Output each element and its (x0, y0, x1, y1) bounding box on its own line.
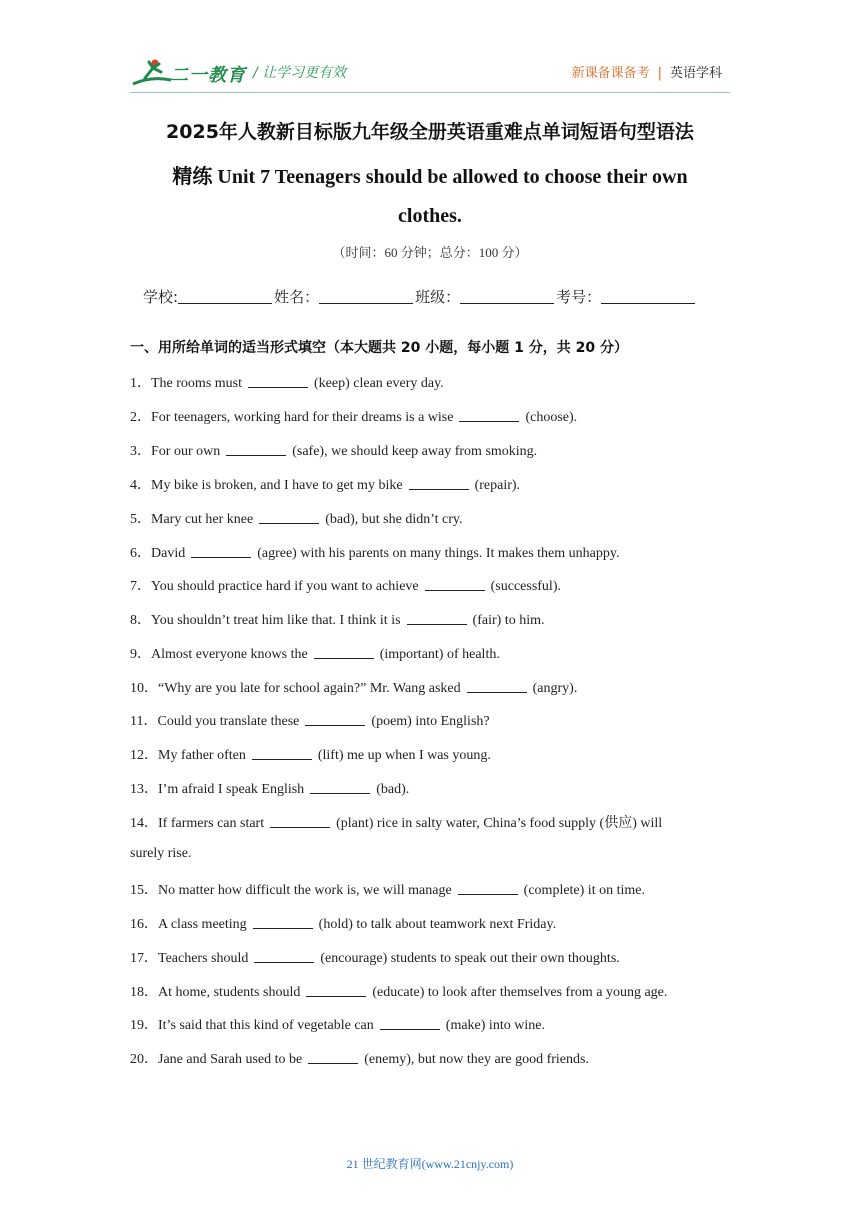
question-item (130, 575, 730, 595)
question-item (130, 406, 730, 426)
question-text: 6．David (130, 546, 186, 561)
answer-blank[interactable] (407, 611, 467, 625)
answer-blank[interactable] (226, 442, 286, 456)
answer-blank[interactable] (425, 577, 485, 591)
question-hint: (keep) clean every day. (314, 376, 444, 391)
page-footer: 21 世纪教育网(www.21cnjy.com) (346, 1157, 514, 1171)
question-item (130, 372, 730, 392)
school-label: 学校: (143, 288, 179, 306)
question-text: 4．My bike is broken, and I have to get my bike (130, 478, 403, 493)
question-hint: (hold) to talk about teamwork next Friday. (318, 917, 557, 932)
answer-blank[interactable] (254, 949, 314, 963)
answer-blank[interactable] (380, 1016, 440, 1030)
question-item (130, 812, 730, 832)
question-item (130, 947, 730, 967)
question-item (130, 1048, 730, 1068)
doc-title-line2: 精练 Unit 7 Teenagers should be allowed to choose their own (172, 166, 688, 188)
question-hint: (choose). (525, 410, 578, 425)
question-hint: (bad). (376, 782, 410, 797)
question-hint: (fair) to him. (472, 613, 545, 628)
answer-blank[interactable] (248, 374, 308, 388)
question-hint: (plant) rice in salty water, China’s food supply (供应) will (336, 816, 663, 831)
answer-blank[interactable] (253, 915, 313, 929)
answer-blank[interactable] (308, 1050, 358, 1064)
question-hint: (angry). (532, 681, 578, 696)
number-label: 考号： (556, 288, 602, 306)
question-hint: (important) of health. (379, 647, 500, 662)
section-heading: 一、用所给单词的适当形式填空（本大题共 20 小题，每小题 1 分，共 20 分） (130, 340, 628, 356)
question-item (130, 778, 730, 798)
header-tag-subject: 英语学科 (669, 66, 722, 81)
doc-title-line3: clothes. (398, 205, 462, 227)
question-text: 1．The rooms must (130, 376, 242, 391)
question-item (130, 542, 730, 562)
name-blank[interactable] (319, 287, 413, 304)
answer-blank[interactable] (459, 408, 519, 422)
doc-title-line1: 2025年人教新目标版九年级全册英语重难点单词短语句型语法 (166, 121, 694, 143)
question-hint: (encourage) students to speak out their own thoughts. (320, 951, 620, 966)
question-text: 20．Jane and Sarah used to be (130, 1052, 303, 1067)
answer-blank[interactable] (270, 814, 330, 828)
question-text: 19．It’s said that this kind of vegetable can (130, 1018, 374, 1033)
question-hint: (bad), but she didn’t cry. (325, 512, 463, 527)
header-right (572, 62, 722, 81)
question-hint: (agree) with his parents on many things. It makes them unhappy. (257, 546, 620, 561)
name-label: 姓名： (274, 288, 320, 306)
question-item (130, 440, 730, 460)
question-item (130, 744, 730, 764)
answer-blank[interactable] (259, 510, 319, 524)
question-text: 9．Almost everyone knows the (130, 647, 308, 662)
question-hint: (poem) into English? (371, 714, 490, 729)
question-text: 15．No matter how difficult the work is, we will manage (130, 883, 452, 898)
answer-blank[interactable] (458, 881, 518, 895)
question-text: 5．Mary cut her knee (130, 512, 254, 527)
question-text: 7．You should practice hard if you want to achieve (130, 579, 419, 594)
answer-blank[interactable] (306, 983, 366, 997)
doc-subtitle: （时间：60 分钟；总分：100 分） (332, 245, 528, 260)
class-label: 班级： (415, 288, 461, 306)
question-text: 16．A class meeting (130, 917, 247, 932)
header-divider (130, 92, 730, 93)
question-item (130, 474, 730, 494)
question-item (130, 508, 730, 528)
question-text: 11．Could you translate these (130, 714, 300, 729)
question-hint: (educate) to look after themselves from a young age. (372, 985, 668, 1000)
question-hint: (repair). (474, 478, 521, 493)
answer-blank[interactable] (310, 780, 370, 794)
question-text: 10．“Why are you late for school again?” Mr. Wang asked (130, 681, 461, 696)
question-hint: (make) into wine. (445, 1018, 545, 1033)
question-hint: (successful). (490, 579, 561, 594)
question-item (130, 981, 730, 1001)
question-hint: (lift) me up when I was young. (317, 748, 491, 763)
question-item (130, 710, 730, 730)
question-hint: (enemy), but now they are good friends. (364, 1052, 589, 1067)
answer-blank[interactable] (314, 645, 374, 659)
question-text: 12．My father often (130, 748, 246, 763)
page-header (0, 0, 860, 100)
question-item (130, 643, 730, 663)
answer-blank[interactable] (467, 679, 527, 693)
slogan: / 让学习更有效 (253, 65, 347, 81)
question-item (130, 913, 730, 933)
question-text: 8．You shouldn’t treat him like that. I think it is (130, 613, 401, 628)
question-item (130, 609, 730, 629)
question-text: 14．If farmers can start (130, 816, 265, 831)
question-item (130, 1014, 730, 1034)
question-text: 2．For teenagers, working hard for their dreams is a wise (130, 410, 454, 425)
question-text: 18．At home, students should (130, 985, 301, 1000)
question-item (130, 879, 730, 899)
question-14-continued: surely rise. (130, 846, 192, 861)
answer-blank[interactable] (191, 544, 251, 558)
header-separator: | (657, 66, 662, 81)
question-hint: (complete) it on time. (523, 883, 645, 898)
school-blank[interactable] (178, 287, 272, 304)
answer-blank[interactable] (409, 476, 469, 490)
question-text: 13．I’m afraid I speak English (130, 782, 305, 797)
student-info-fields (143, 286, 697, 307)
question-text: 3．For our own (130, 444, 221, 459)
class-blank[interactable] (460, 287, 554, 304)
answer-blank[interactable] (305, 712, 365, 726)
question-hint: (safe), we should keep away from smoking. (292, 444, 538, 459)
question-item (130, 677, 730, 697)
answer-blank[interactable] (252, 746, 312, 760)
number-blank[interactable] (601, 287, 695, 304)
logo-text: 二一教育 (170, 65, 246, 86)
question-text: 17．Teachers should (130, 951, 249, 966)
header-tag-prep: 新课备课备考 (571, 66, 650, 81)
